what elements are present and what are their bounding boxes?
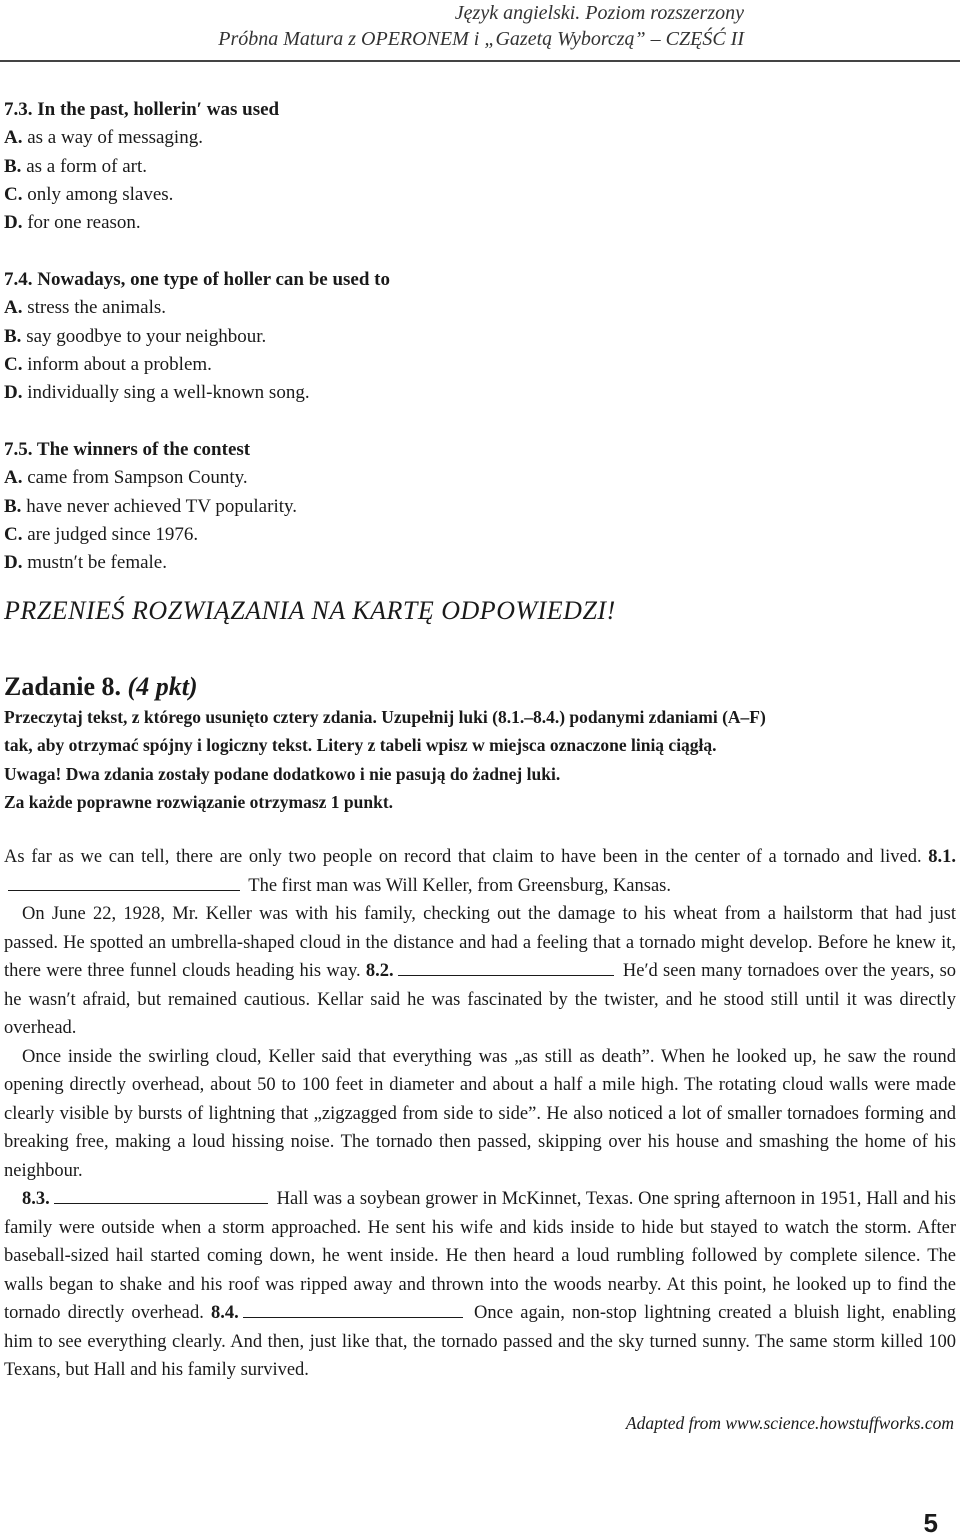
answer-blank-8-3[interactable] [54, 1185, 268, 1204]
task-title [4, 672, 198, 702]
task-number: Zadanie 8. [4, 672, 122, 701]
option-b: B. have never achieved TV popularity. [4, 495, 298, 517]
passage-paragraph: Once inside the swirling cloud, Keller said that everything was „as still as death”. When he looked up, he saw the round opening directly overhead, about 50 to 100 feet in diameter and about a half a mile high. The rotating cloud walls were made clearly visible by bursts of lightning that „zigzagged from side to side”. He also noticed a lot of smaller tornadoes forming and breaking free, making a loud hissing noise. The tornado then passed, skipping over his house and smashing the home of his neighbour. [4, 1046, 956, 1181]
option-d: D. for one reason. [4, 212, 141, 234]
header-subject: Język angielski. Poziom rozszerzony [454, 2, 744, 24]
instruction-line: Za każde poprawne rozwiązanie otrzymasz 1 punkt. [4, 792, 394, 813]
instruction-line: tak, aby otrzymać spójny i logiczny tekst. Litery z tabeli wpisz w miejsca oznaczone linią ciągłą. [4, 735, 717, 756]
question-7-4 [4, 266, 944, 407]
option-d: D. mustn′t be female. [4, 552, 167, 574]
header-exam: Próbna Matura z OPERONEM i „Gazetą Wyborczą” – CZĘŚĆ II [218, 28, 744, 50]
option-b: B. as a form of art. [4, 155, 147, 177]
question-stem: 7.5. The winners of the contest [4, 439, 251, 460]
passage-paragraph: On June 22, 1928, Mr. Keller was with his family, checking out the damage to his wheat from a hailstorm that had just passed. He spotted an umbrella-shaped cloud in the distance and had a feeling that a tornado might develop. Before he knew it, there were three funnel clouds heading his way. 8.2. He′d seen many tornadoes over the years, so he wasn′t afraid, but remained cautious. Kellar said he was fascinated by the twister, and he stood still until it was directly overhead. [4, 904, 957, 1038]
header-rule [0, 60, 960, 62]
answer-blank-8-1[interactable] [8, 872, 240, 891]
option-c: C. inform about a problem. [4, 353, 212, 375]
instruction-line: Przeczytaj tekst, z którego usunięto cztery zdania. Uzupełnij luki (8.1.–8.4.) podanymi zdaniami (A–F) [4, 707, 766, 727]
answer-blank-8-4[interactable] [243, 1299, 463, 1318]
option-b: B. say goodbye to your neighbour. [4, 325, 267, 347]
option-c: C. are judged since 1976. [4, 523, 199, 545]
question-7-5 [4, 436, 944, 577]
task-points: (4 pkt) [127, 672, 198, 701]
option-d: D. individually sing a well-known song. [4, 382, 310, 404]
option-a: A. stress the animals. [4, 297, 167, 319]
task-instructions [4, 703, 956, 817]
gap-label-8-1: 8.1. [928, 847, 956, 867]
option-a: A. came from Sampson County. [4, 467, 248, 489]
passage-paragraph: 8.3. Hall was a soybean grower in McKinnet, Texas. One spring afternoon in 1951, Hall and his family were outside when a storm approached. He sent his wife and kids inside to hide but stayed to watch the storm. After baseball-sized hail started coming down, he went inside. He then heard a loud rumbling followed by complete silence. The walls began to shake and his roof was ripped away and thrown into the woods nearby. At this point, he looked up to find the tornado directly overhead. 8.4. Once again, non-stop lightning created a bluish light, enabling him to see everything clearly. And then, just like that, the tornado passed and the sky turned sunny. The same storm killed 100 Texans, but Hall and his family survived. [4, 1185, 956, 1385]
question-stem: 7.3. In the past, hollerin′ was used [4, 99, 280, 120]
transfer-answers-note: PRZENIEŚ ROZWIĄZANIA NA KARTĘ ODPOWIEDZI! [4, 596, 616, 625]
option-c: C. only among slaves. [4, 183, 174, 205]
option-a: A. as a way of messaging. [4, 127, 203, 149]
gap-label-8-3: 8.3. [22, 1189, 50, 1209]
answer-blank-8-2[interactable] [398, 957, 614, 976]
source-citation: Adapted from www.science.howstuffworks.com [625, 1413, 954, 1433]
page-number: 5 [923, 1508, 938, 1538]
gap-label-8-2: 8.2. [365, 961, 394, 981]
reading-passage [4, 843, 956, 1385]
passage-paragraph: As far as we can tell, there are only two people on record that claim to have been in the center of a tornado and lived. 8.1. The first man was Will Keller, from Greensburg, Kansas. [4, 847, 956, 896]
gap-label-8-4: 8.4. [211, 1303, 239, 1323]
question-stem: 7.4. Nowadays, one type of holler can be used to [4, 269, 390, 290]
instruction-line: Uwaga! Dwa zdania zostały podane dodatkowo i nie pasują do żadnej luki. [4, 763, 561, 784]
question-7-3 [4, 96, 944, 237]
